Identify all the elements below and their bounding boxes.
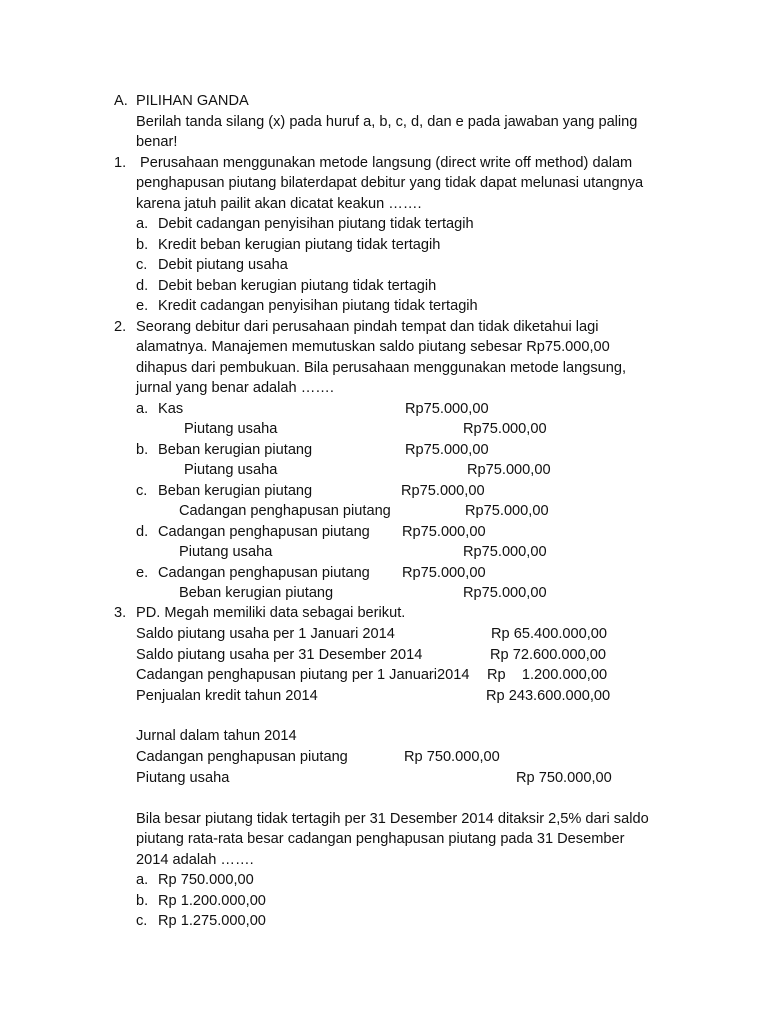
q3-journal-title: Jurnal dalam tahun 2014 [136,728,297,744]
q1-option-text: Kredit cadangan penyisihan piutang tidak tertagih [158,298,478,314]
q1-option-letter: a. [136,216,149,232]
q2-credit-amount: Rp75.000,00 [463,544,547,560]
q2-debit-amount: Rp75.000,00 [405,442,489,458]
q2-text-line-2: alamatnya. Manajemen memutuskan saldo piutang sebesar Rp75.000,00 [136,339,610,355]
q2-credit-amount: Rp75.000,00 [463,421,547,437]
q2-text-line-4: jurnal yang benar adalah ……. [136,380,334,396]
q1-option-letter: d. [136,278,149,294]
q3-data-value: Rp 65.400.000,00 [491,626,608,642]
q2-text-line-1: Seorang debitur dari perusahaan pindah tempat dan tidak diketahui lagi [136,319,599,335]
q3-option-letter: a. [136,872,149,888]
q1-option-text: Debit piutang usaha [158,257,288,273]
q2-debit-amount: Rp75.000,00 [405,401,489,417]
q2-text-line-3: dihapus dari pembukuan. Bila perusahaan menggunakan metode langsung, [136,360,627,376]
q3-data-label: Penjualan kredit tahun 2014 [136,688,318,704]
q3-question-line-1: Bila besar piutang tidak tertagih per 31 Desember 2014 ditaksir 2,5% dari saldo [136,811,649,827]
instruction-line-1: Berilah tanda silang (x) pada huruf a, b, c, d, dan e pada jawaban yang paling [136,114,638,130]
q2-credit-amount: Rp75.000,00 [465,503,549,519]
q3-intro: PD. Megah memiliki data sebagai berikut. [136,605,406,621]
q2-debit-amount: Rp75.000,00 [402,565,486,581]
q2-credit-amount: Rp75.000,00 [463,585,547,601]
q2-debit-amount: Rp75.000,00 [402,524,486,540]
q3-data-label: Saldo piutang usaha per 31 Desember 2014 [136,647,423,663]
q2-debit-account: Cadangan penghapusan piutang [158,524,370,540]
q2-debit-account: Beban kerugian piutang [158,483,313,499]
q2-option-letter: e. [136,565,149,581]
q2-debit-account: Cadangan penghapusan piutang [158,565,370,581]
q2-option-letter: d. [136,524,149,540]
q1-text-line-3: karena jatuh pailit akan dicatat keakun ……. [136,196,422,212]
q2-credit-account: Cadangan penghapusan piutang [179,503,391,519]
q1-text-line-1: Perusahaan menggunakan metode langsung (direct write off method) dalam [136,155,633,171]
q1-number: 1. [114,155,127,171]
q3-journal-debit-account: Cadangan penghapusan piutang [136,749,348,765]
q3-data-value: Rp 243.600.000,00 [486,688,611,704]
q3-journal-credit-amount: Rp 750.000,00 [516,770,612,786]
q2-option-letter: b. [136,442,149,458]
q3-option-letter: b. [136,893,149,909]
q2-credit-account: Piutang usaha [184,421,278,437]
q1-option-text: Debit beban kerugian piutang tidak tertagih [158,278,437,294]
instruction-line-2: benar! [136,134,178,150]
q1-option-text: Debit cadangan penyisihan piutang tidak tertagih [158,216,474,232]
q3-journal-debit-amount: Rp 750.000,00 [404,749,500,765]
q2-debit-amount: Rp75.000,00 [401,483,485,499]
q3-option-text: Rp 750.000,00 [158,872,254,888]
q3-data-label: Cadangan penghapusan piutang per 1 Januari2014 [136,667,470,683]
section-title: PILIHAN GANDA [136,93,249,109]
q1-option-text: Kredit beban kerugian piutang tidak tertagih [158,237,441,253]
q2-credit-account: Beban kerugian piutang [179,585,334,601]
q2-credit-account: Piutang usaha [179,544,273,560]
q2-credit-amount: Rp75.000,00 [467,462,551,478]
q2-debit-account: Beban kerugian piutang [158,442,313,458]
q3-data-value: Rp 72.600.000,00 [490,647,607,663]
q2-credit-account: Piutang usaha [184,462,278,478]
q3-option-letter: c. [136,913,148,929]
q3-option-text: Rp 1.200.000,00 [158,893,266,909]
q1-option-letter: b. [136,237,149,253]
q1-option-letter: c. [136,257,148,273]
q1-option-letter: e. [136,298,149,314]
q3-journal-credit-account: Piutang usaha [136,770,230,786]
q3-question-line-3: 2014 adalah ……. [136,852,254,868]
q1-text-line-2: penghapusan piutang bilaterdapat debitur yang tidak dapat melunasi utangnya [136,175,644,191]
q2-option-letter: c. [136,483,148,499]
q3-data-value: Rp 1.200.000,00 [487,667,608,683]
q3-question-line-2: piutang rata-rata besar cadangan penghapusan piutang pada 31 Desember [136,831,625,847]
q2-debit-account: Kas [158,401,184,417]
q3-option-text: Rp 1.275.000,00 [158,913,266,929]
q3-data-label: Saldo piutang usaha per 1 Januari 2014 [136,626,395,642]
section-marker: A. [114,93,128,109]
q2-number: 2. [114,319,127,335]
q3-number: 3. [114,605,127,621]
q2-option-letter: a. [136,401,149,417]
